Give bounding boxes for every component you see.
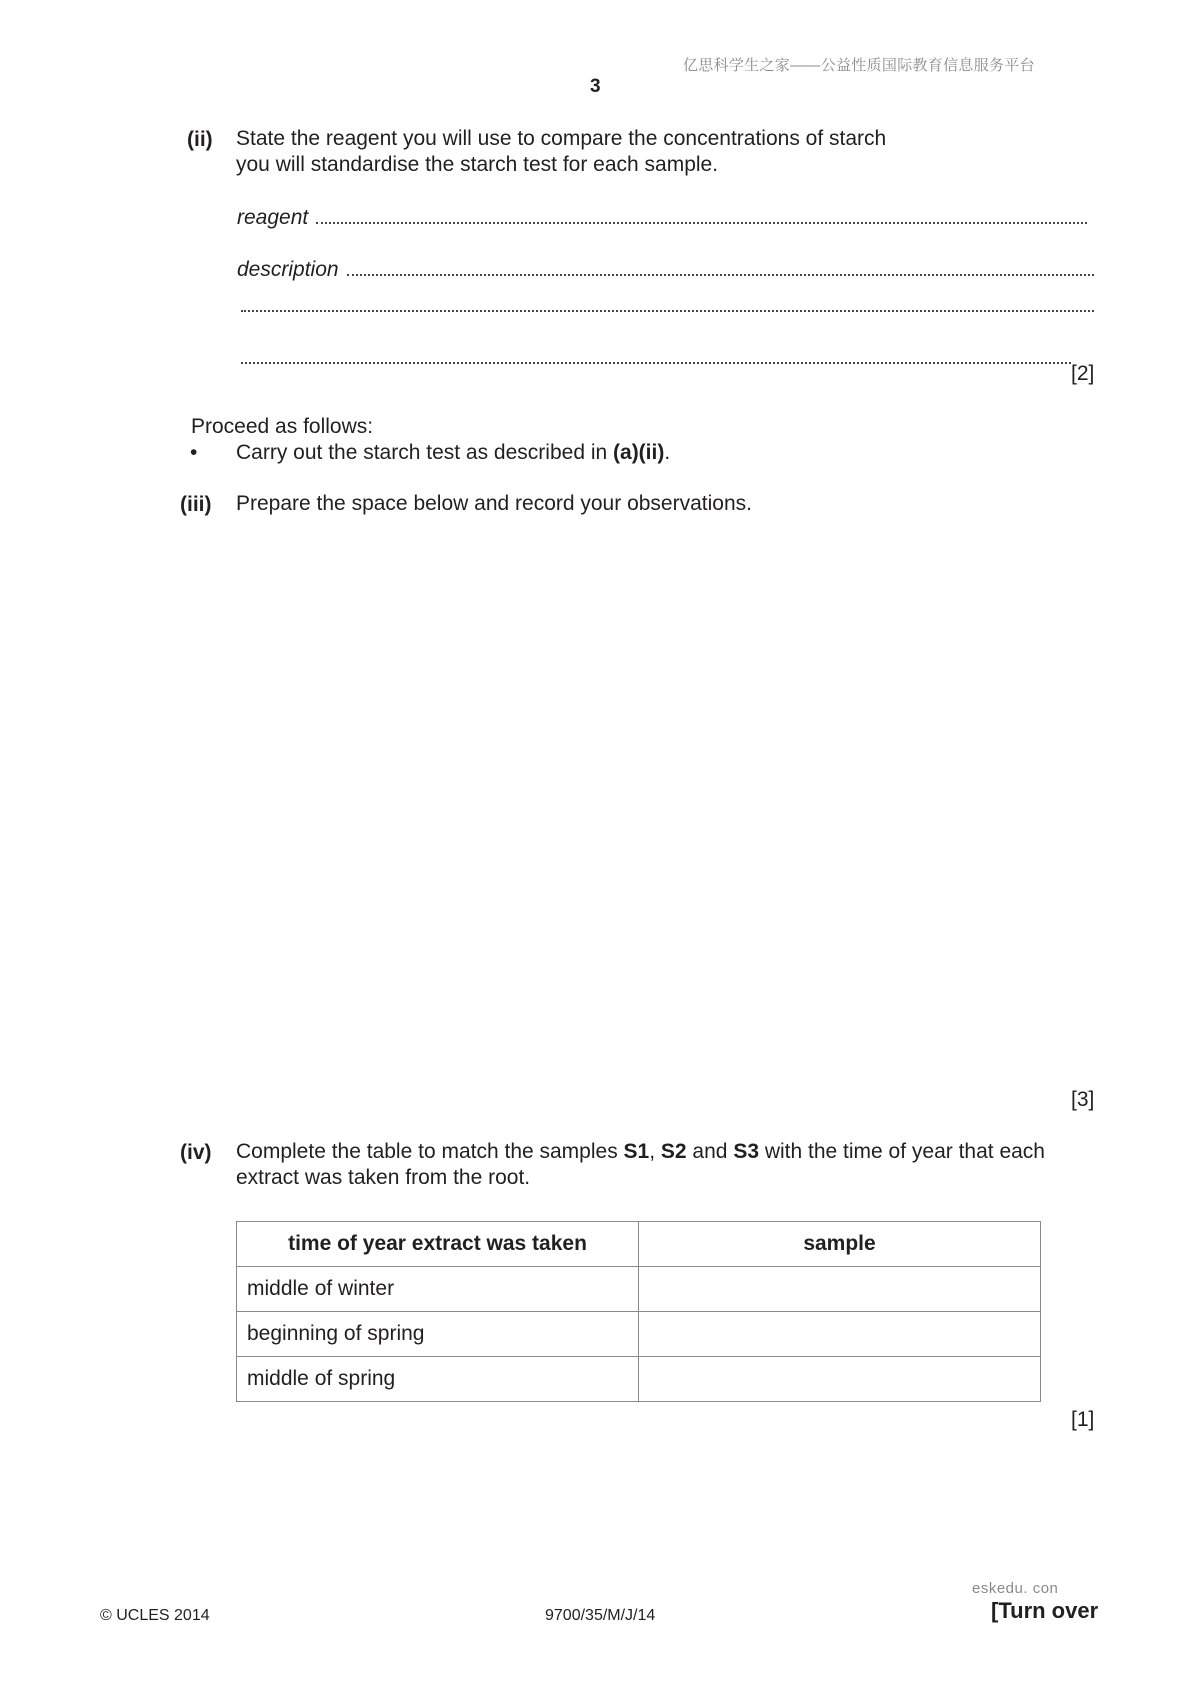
question-iii-marks: [3] bbox=[1071, 1088, 1095, 1111]
proceed-intro: Proceed as follows: bbox=[191, 415, 374, 438]
table-header-row bbox=[237, 1222, 1041, 1267]
question-iv-sep1: , bbox=[649, 1140, 661, 1163]
proceed-bullet-text-pre: Carry out the starch test as described in bbox=[236, 441, 614, 464]
footer-watermark: eskedu. con bbox=[972, 1580, 1059, 1597]
table-row bbox=[237, 1312, 1041, 1357]
question-iii-text: Prepare the space below and record your observations. bbox=[236, 492, 752, 515]
footer-paper-code: 9700/35/M/J/14 bbox=[545, 1607, 656, 1624]
question-ii-number: (ii) bbox=[187, 128, 213, 151]
reagent-label: reagent bbox=[237, 206, 309, 229]
question-iv-sep2: and bbox=[686, 1140, 734, 1163]
question-ii-line1: State the reagent you will use to compare the concentrations of starch bbox=[236, 127, 887, 150]
table-header-time: time of year extract was taken bbox=[237, 1222, 639, 1267]
table-row bbox=[237, 1357, 1041, 1402]
description-answer-line[interactable] bbox=[237, 258, 1094, 282]
bullet-icon: • bbox=[190, 441, 198, 464]
question-iv-text-pre: Complete the table to match the samples bbox=[236, 1140, 624, 1163]
table-row bbox=[237, 1267, 1041, 1312]
sample-table bbox=[236, 1221, 1041, 1402]
turn-over-label: [Turn over bbox=[991, 1598, 1099, 1623]
page-number: 3 bbox=[590, 76, 601, 97]
description-dotted-line[interactable] bbox=[347, 274, 1094, 276]
table-cell-time: beginning of spring bbox=[237, 1312, 639, 1357]
answer-line-3[interactable] bbox=[241, 362, 1071, 368]
table-header-sample: sample bbox=[639, 1222, 1041, 1267]
sample-s2: S2 bbox=[660, 1140, 687, 1163]
question-iv-number: (iv) bbox=[180, 1141, 212, 1164]
table-cell-sample-input[interactable] bbox=[639, 1312, 1041, 1357]
question-iv-line1 bbox=[236, 1139, 1045, 1165]
question-iv-line2: extract was taken from the root. bbox=[236, 1166, 531, 1189]
sample-s1: S1 bbox=[623, 1140, 650, 1163]
reagent-dotted-line[interactable] bbox=[316, 222, 1087, 224]
question-iv-marks: [1] bbox=[1071, 1408, 1095, 1431]
question-iv-text-post: with the time of year that each bbox=[759, 1140, 1045, 1163]
description-label: description bbox=[237, 258, 339, 281]
answer-dotted-line-3[interactable] bbox=[241, 362, 1071, 364]
reagent-answer-line[interactable] bbox=[237, 206, 1087, 230]
question-ii-marks: [2] bbox=[1071, 362, 1095, 385]
sample-table-wrapper bbox=[236, 1221, 1041, 1402]
proceed-bullet-ref: (a)(ii) bbox=[613, 441, 665, 464]
proceed-bullet-text-post: . bbox=[664, 441, 671, 464]
answer-dotted-line-2[interactable] bbox=[241, 310, 1094, 312]
proceed-bullet-text bbox=[236, 440, 670, 466]
answer-line-2[interactable] bbox=[241, 310, 1094, 316]
header-watermark: 亿思科学生之家——公益性质国际教育信息服务平台 bbox=[683, 57, 1035, 74]
table-cell-time: middle of winter bbox=[237, 1267, 639, 1312]
question-ii-line2: you will standardise the starch test for each sample. bbox=[236, 153, 719, 176]
sample-s3: S3 bbox=[733, 1140, 759, 1163]
table-cell-sample-input[interactable] bbox=[639, 1267, 1041, 1312]
table-cell-sample-input[interactable] bbox=[639, 1357, 1041, 1402]
observation-space[interactable] bbox=[236, 530, 1094, 1070]
table-cell-time: middle of spring bbox=[237, 1357, 639, 1402]
question-iii-number: (iii) bbox=[180, 493, 212, 516]
footer-copyright: © UCLES 2014 bbox=[100, 1607, 210, 1624]
